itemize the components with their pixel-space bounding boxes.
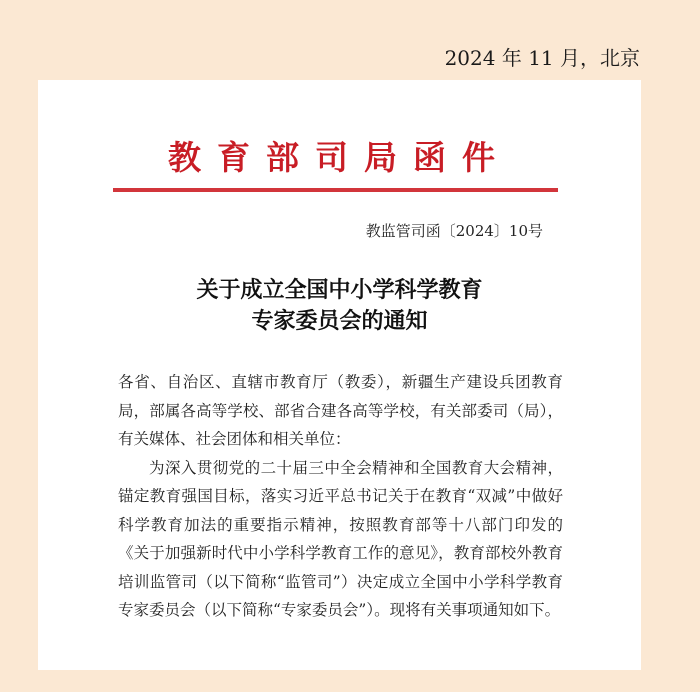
photo-caption: 2024 年 11 月，北京: [444, 46, 640, 70]
body-paragraph: 为深入贯彻党的二十届三中全会精神和全国教育大会精神，锚定教育强国目标，落实习近平总书记关于在教育“双减”中做好科学教育加法的重要指示精神，按照教育部等十八部门印发的《关于加强新时代中小学科学教育工作的意见》，教育部校外教育培训监管司（以下简称“监管司”）决定成立全国中小学科学教育专家委员会（以下简称“专家委员会”）。现将有关事项通知如下。: [118, 458, 563, 619]
notice-title-line-1: 关于成立全国中小学科学教育: [196, 277, 483, 303]
document-number: 教监管司函〔2024〕10号: [365, 222, 543, 240]
document-header: 教育部司局函件: [168, 138, 511, 177]
document-page: [38, 80, 641, 670]
notice-title: [38, 275, 641, 337]
red-divider: [113, 188, 558, 192]
addressees: 各省、自治区、直辖市教育厅（教委），新疆生产建设兵团教育局，部属各高等学校、部省合建各高等学校，有关部委司（局），有关媒体、社会团体和相关单位：: [118, 373, 563, 448]
document-body: [118, 368, 563, 625]
notice-title-line-2: 专家委员会的通知: [251, 308, 428, 334]
